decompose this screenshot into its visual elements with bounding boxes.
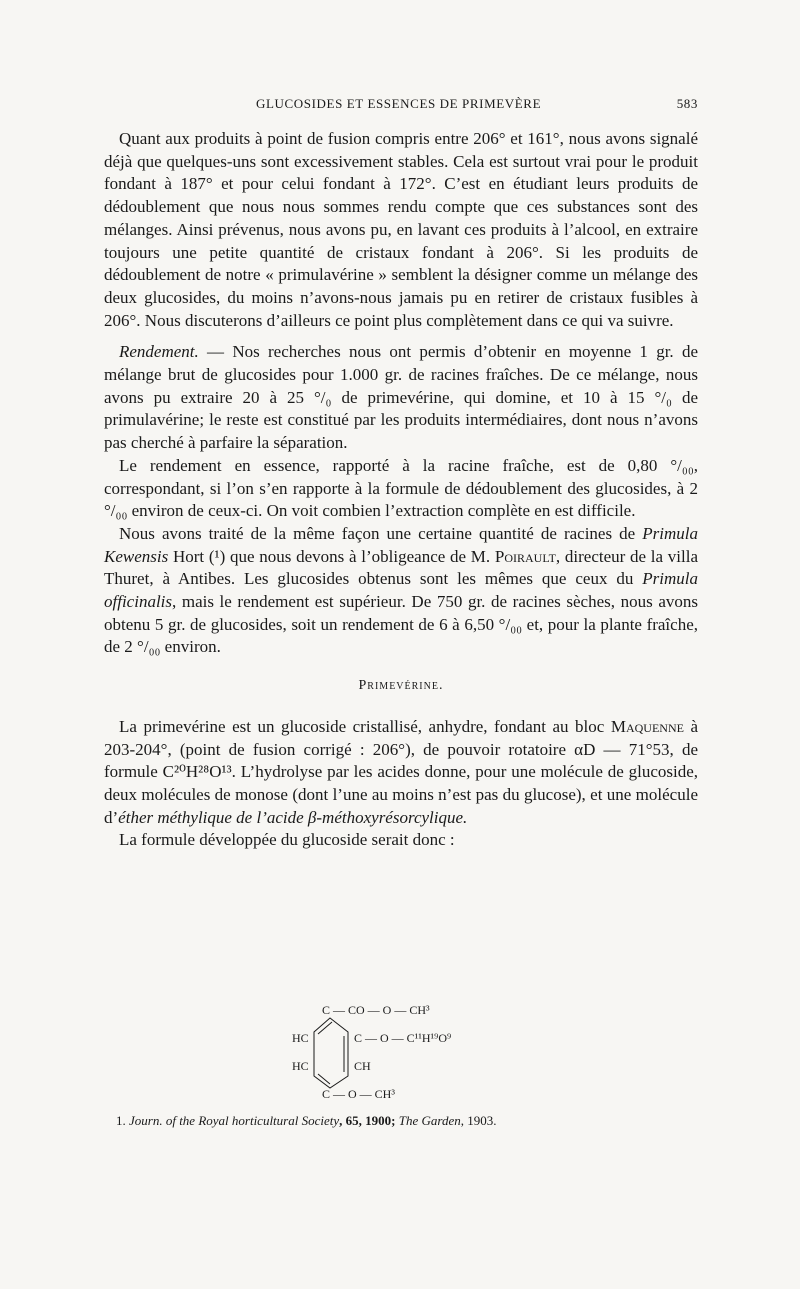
species-kewensis: Primula Kewensis (104, 523, 698, 566)
formula-c-right: C — O — C¹¹H¹⁹O⁹ (354, 1031, 452, 1045)
kewensis-text-e: , directeur de la villa Thuret, à Antibes. Les glucosides obtenus sont les mêmes que ceux du (104, 546, 699, 589)
person-poirault: Poirault (494, 546, 556, 566)
footnote-year: , 1903. (460, 1113, 497, 1128)
ring-hexagon (314, 1018, 348, 1088)
kewensis-text-a: Nous avons traité de la même façon une certaine quantité de racines de (119, 523, 643, 543)
rendement-text: — Nos recherches nous ont permis d’obtenir en moyenne 1 gr. de mélange brut de glucosides pour 1.000 gr. de racines fraîches. De ce mélange, nous avons pu extraire 20 à 25 °/₀ de primevérine, qui domine, et 10 à 15 °/₀ de primulavérine; le reste est constitué par les produits intermédiaires, dont nous n’avons pas cherché à parfaire la séparation. (104, 342, 698, 453)
paragraph-fusion-points: Quant aux produits à point de fusion compris entre 206° et 161°, nous avons signalé déjà que quelques-uns sont excessivement stables. Cela est surtout vrai pour le produit fondant à 187° et pour celui fondant à 172°. C’est en étudiant leurs produits de dédoublement que nous nous sommes rendu compte que ces substances sont des mélanges. Ainsi prévenus, nous avons pu, en lavant ces produits à l’alcool, en extraire toujours une petite quantité de cristaux fondant à 206°. Si les produits de dédoublement de notre « primulavérine » semblent la désigner comme un mélange des deux glucosides, du moins n’avons-nous jamais pu en retirer de cristaux fusibles à 206°. Nous discuterons d’ailleurs ce point plus complètement dans ce qui va suivre. (104, 129, 698, 330)
paragraph-kewensis (104, 523, 698, 659)
footnote-volume: , 65, 1900; (339, 1113, 399, 1128)
formula-hc-bottom: HC (292, 1059, 309, 1073)
footnote-garden: The Garden (398, 1113, 461, 1128)
formula-ch: CH (354, 1059, 371, 1073)
formula-hc-top: HC (292, 1031, 309, 1045)
section-title: Primevérine. (358, 678, 444, 694)
paragraph-rendement (104, 341, 698, 455)
ring-double-bond-bottom (318, 1074, 330, 1084)
footnote (116, 1113, 698, 1129)
body-text (104, 128, 698, 852)
person-maquenne: Maquenne (610, 716, 684, 736)
running-title: GLUCOSIDES ET ESSENCES DE PRIMEVÈRE (256, 96, 542, 111)
paragraph-formula-intro: La formule développée du glucoside serait donc : (119, 830, 455, 850)
kewensis-text-c: Hort (¹) que nous devons à l’obligeance de M. (168, 546, 495, 566)
footnote-journal: Journ. of the Royal horticultural Society (125, 1113, 340, 1128)
species-officinalis: Primula officinalis (104, 569, 698, 612)
primeverine-text-a: La primevérine est un glucoside cristallisé, anhydre, fondant au bloc (119, 716, 611, 736)
rendement-label: Rendement. (119, 342, 199, 362)
compound-name: éther méthylique de l’acide β-méthoxyrésorcylique. (118, 807, 468, 827)
benzene-ring-drawing (290, 1000, 550, 1105)
ring-double-bond-top (318, 1022, 332, 1034)
kewensis-text-g: , mais le rendement est supérieur. De 750 gr. de racines sèches, nous avons obtenu 5 gr. de glucosides, soit un rendement de 6 à 6,50 °/₀₀ et, pour la plante fraîche, de 2 °/₀₀ environ. (104, 592, 698, 657)
structural-formula (290, 1000, 550, 1105)
page-number: 583 (676, 96, 698, 111)
formula-line-bottom: C — O — CH³ (322, 1087, 395, 1101)
primeverine-text-c: à 203-204°, (point de fusion corrigé : 206°), de pouvoir rotatoire αD — 71°53, de formule C²⁰H²⁸O¹³. L’hydrolyse par les acides donne, pour une molécule de glucoside, deux molécules de monose (dont l’une au moins n’est pas du glucose), et une molécule d’ (104, 716, 698, 827)
footnote-number: 1. (116, 1113, 126, 1128)
formula-line-top: C — CO — O — CH³ (322, 1003, 430, 1017)
paragraph-primeverine (104, 716, 698, 830)
paragraph-essence-yield: Le rendement en essence, rapporté à la racine fraîche, est de 0,80 °/₀₀, correspondant, si l’on s’en rapporte à la formule de dédoublement des glucosides, à 2 °/₀₀ environ de ceux-ci. On voit combien l’extraction complète en est difficile. (104, 455, 698, 521)
